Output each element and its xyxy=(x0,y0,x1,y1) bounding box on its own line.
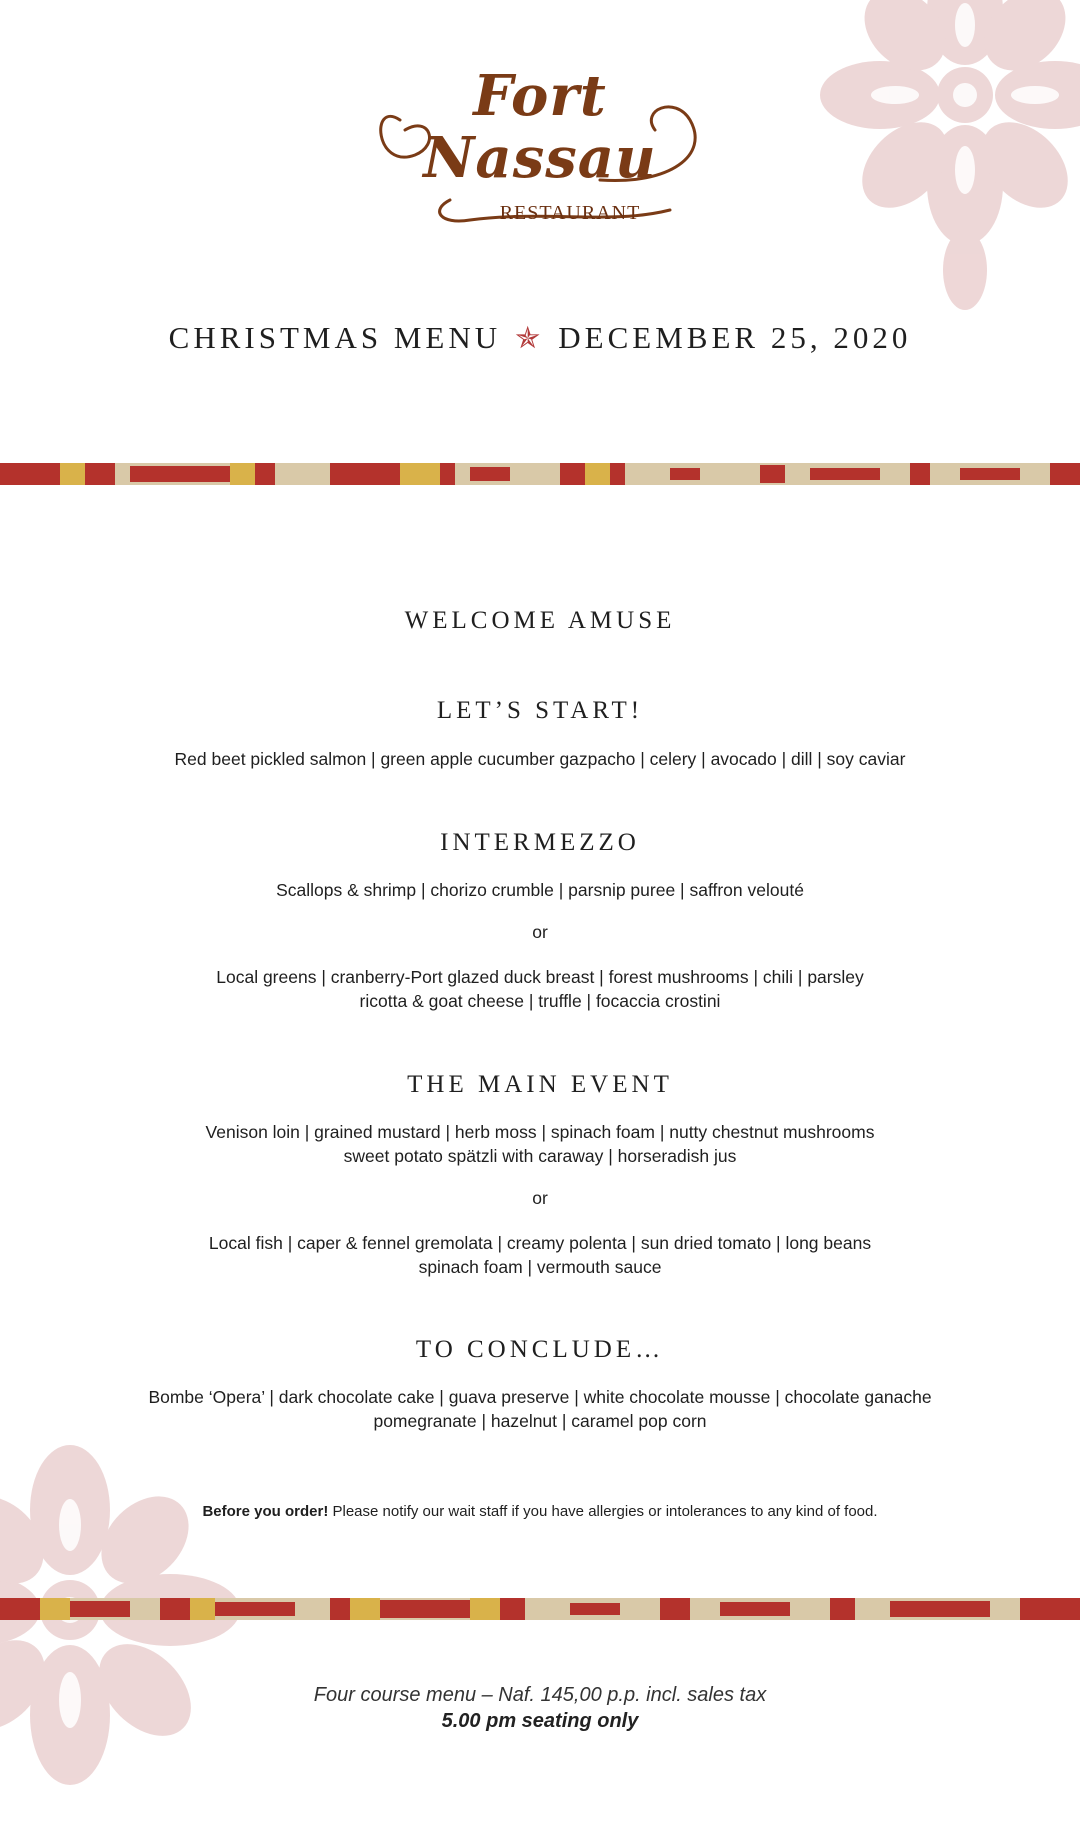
pricing-line: Four course menu – Naf. 145,00 p.p. incl. sales tax xyxy=(313,1684,767,1706)
allergy-notice-text: Please notify our wait staff if you have allergies or intolerances to any kind of food. xyxy=(328,1503,878,1520)
pricing-info xyxy=(0,1682,1080,1734)
decorative-band-bottom xyxy=(0,1598,1080,1620)
course-description: Local fish | caper & fennel gremolata | creamy polenta | sun dried tomato | long beans xyxy=(208,1233,872,1253)
course-title-to-conclude: TO CONCLUDE… xyxy=(415,1336,665,1363)
seating-line: 5.00 pm seating only xyxy=(441,1710,639,1732)
logo-tagline: RESTAURANT xyxy=(499,202,641,224)
course-description: spinach foam | vermouth sauce xyxy=(418,1257,662,1277)
or-separator: or xyxy=(532,922,548,942)
menu-headline xyxy=(0,320,1080,356)
course-title-welcome-amuse: WELCOME AMUSE xyxy=(404,607,676,634)
course-description: Bombe ‘Opera’ | dark chocolate cake | guava preserve | white chocolate mousse | chocolate ganache xyxy=(148,1387,932,1407)
star-icon: ✯ xyxy=(515,322,545,355)
restaurant-logo xyxy=(370,60,710,240)
logo-line-nassau: Nassau xyxy=(423,125,657,191)
course-description: Venison loin | grained mustard | herb moss | spinach foam | nutty chestnut mushrooms xyxy=(205,1122,875,1142)
course-description: Local greens | cranberry-Port glazed duck breast | forest mushrooms | chili | parsley xyxy=(216,967,864,987)
menu-title: CHRISTMAS MENU xyxy=(168,320,502,355)
course-description: ricotta & goat cheese | truffle | focaccia crostini xyxy=(359,991,721,1011)
menu-date: DECEMBER 25, 2020 xyxy=(558,320,912,355)
course-description: sweet potato spätzli with caraway | horseradish jus xyxy=(343,1146,737,1166)
allergy-notice xyxy=(90,1503,990,1520)
or-separator: or xyxy=(532,1188,548,1208)
allergy-notice-bold: Before you order! xyxy=(202,1503,329,1520)
decorative-band-top xyxy=(0,463,1080,485)
course-description: Red beet pickled salmon | green apple cucumber gazpacho | celery | avocado | dill | soy caviar xyxy=(174,749,906,769)
course-description: Scallops & shrimp | chorizo crumble | parsnip puree | saffron velouté xyxy=(276,880,804,900)
logo-line-fort: Fort xyxy=(473,63,607,129)
course-title-main-event: THE MAIN EVENT xyxy=(407,1071,673,1098)
course-title-lets-start: LET’S START! xyxy=(436,697,644,724)
course-title-intermezzo: INTERMEZZO xyxy=(440,829,640,856)
floral-ornament-top-right xyxy=(780,0,1080,330)
course-description: pomegranate | hazelnut | caramel pop corn xyxy=(373,1411,707,1431)
